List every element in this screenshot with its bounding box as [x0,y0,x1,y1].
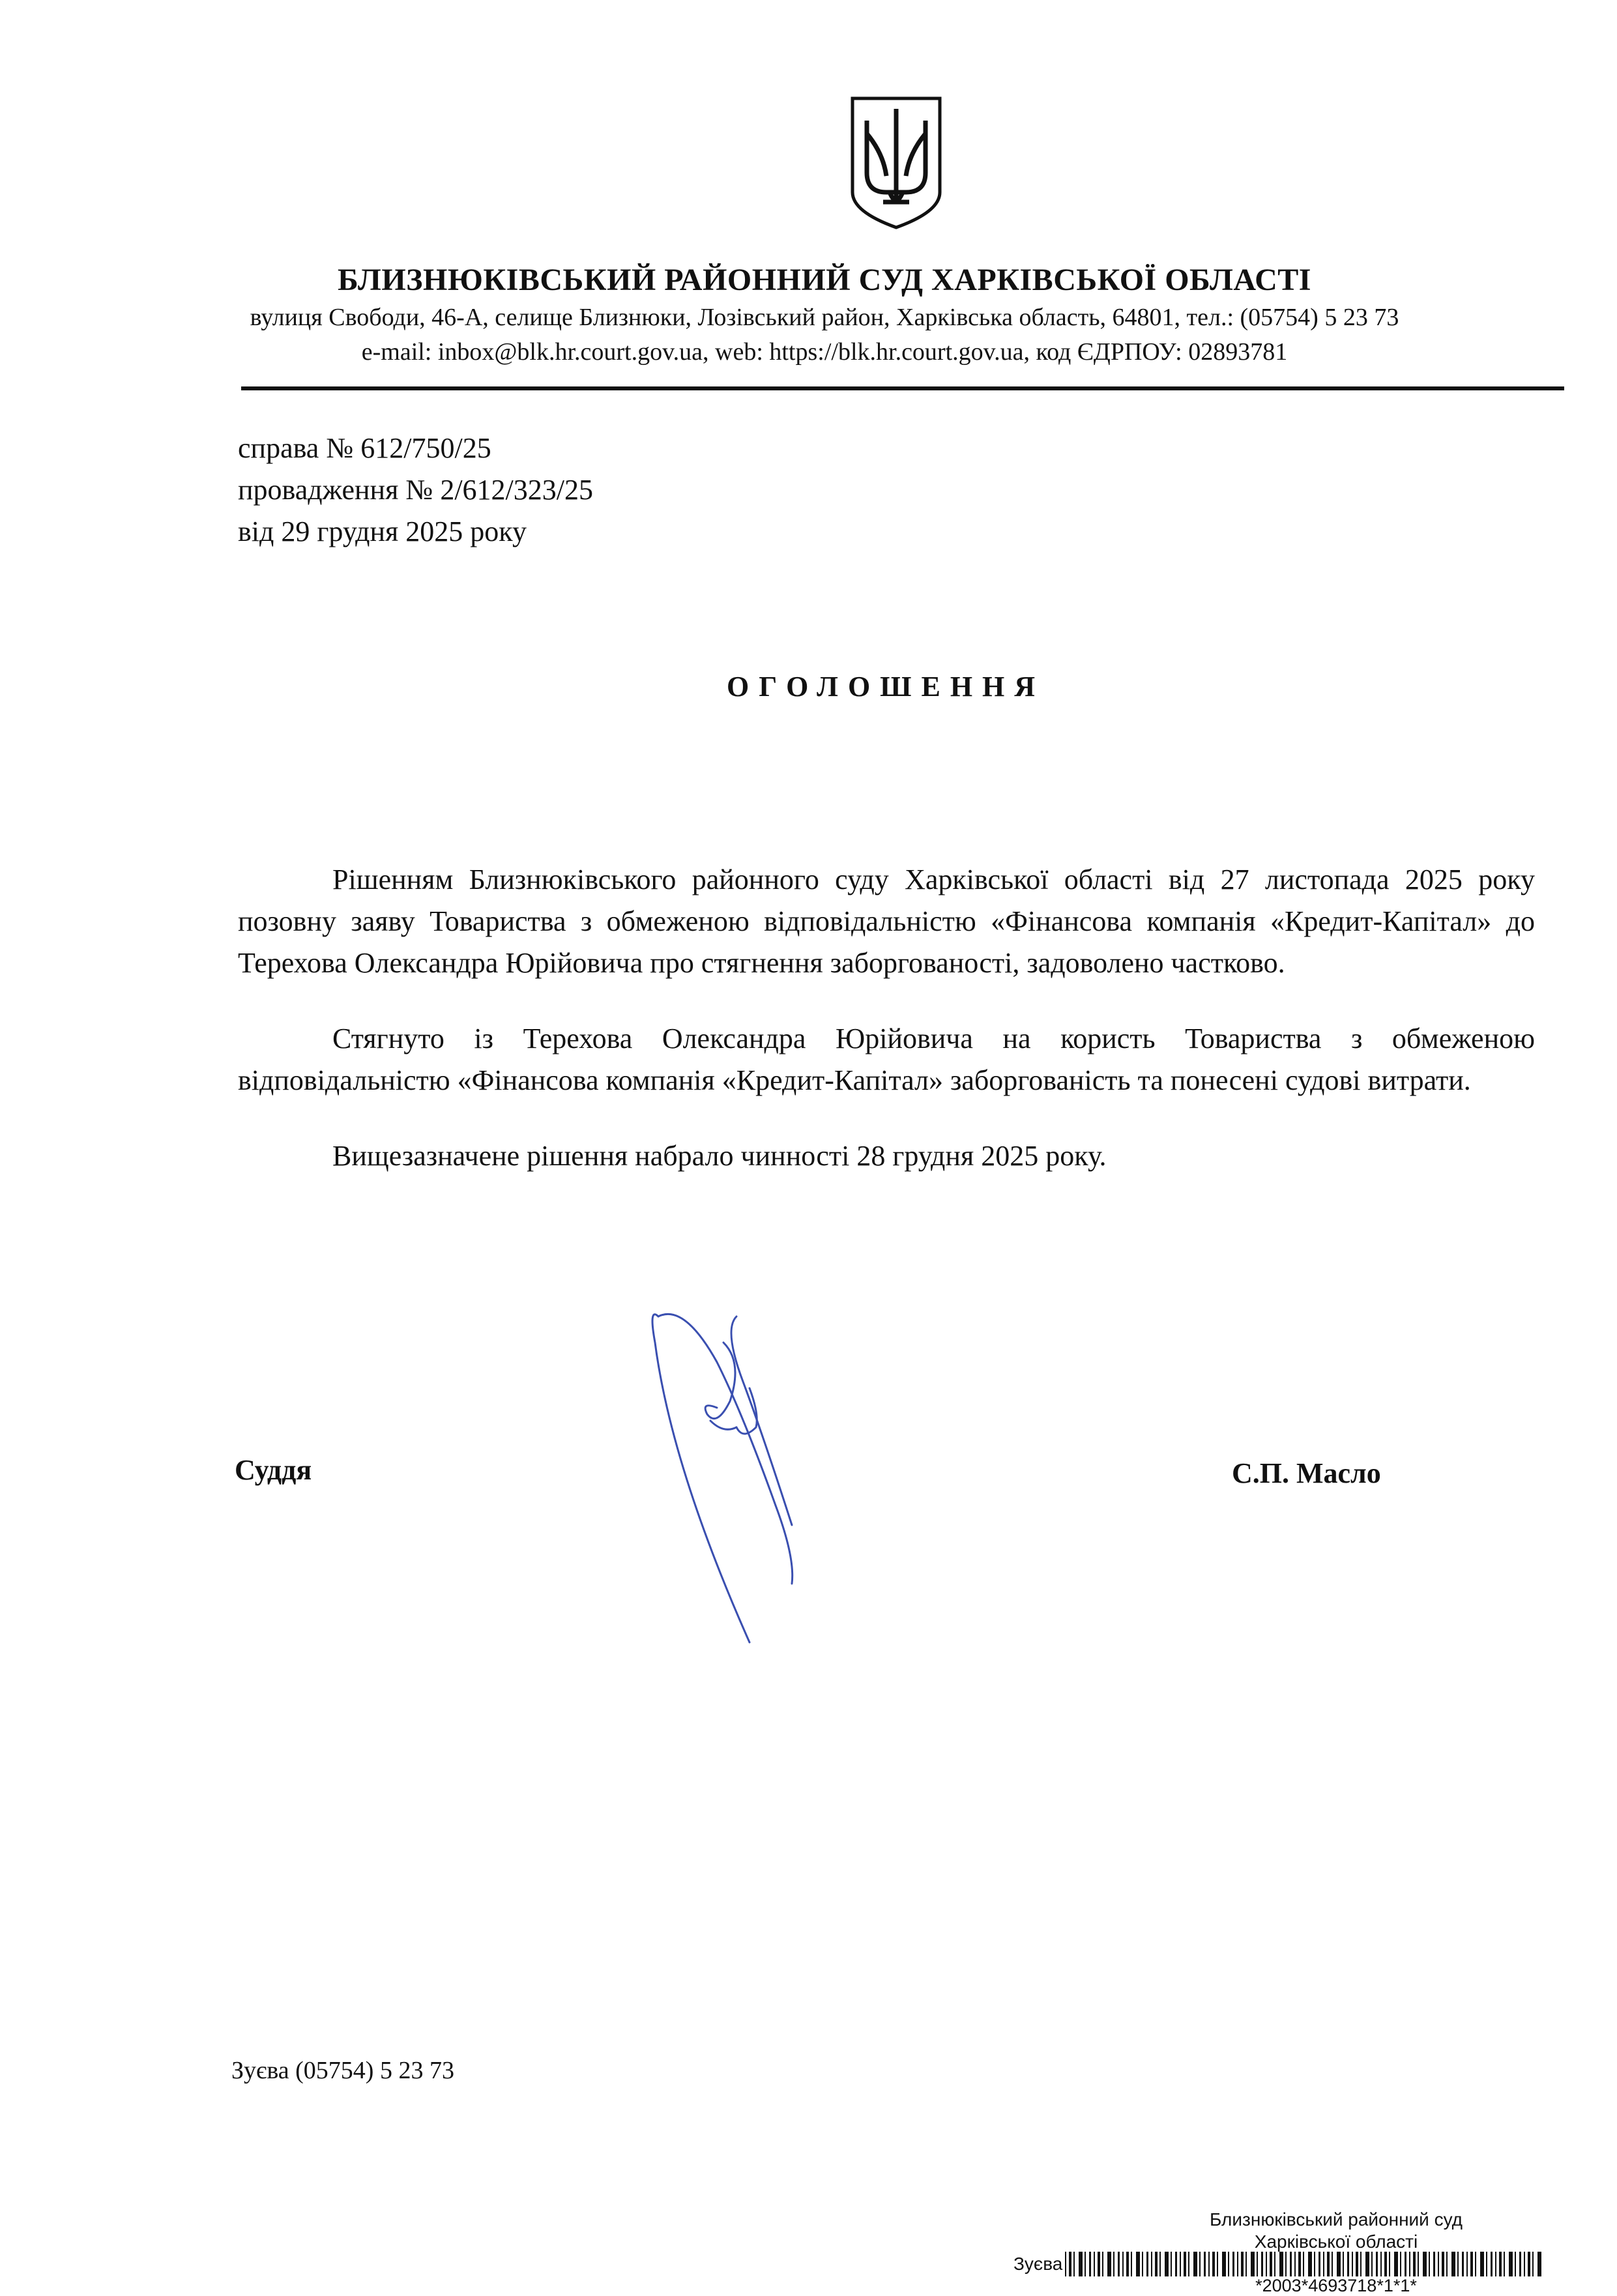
contact-person: Зуєва (05754) 5 23 73 [231,2057,454,2084]
signatory-name: С.П. Масло [1232,1457,1381,1489]
case-number: справа № 612/750/25 [238,432,491,464]
body-paragraph: Вищезазначене рішення набрало чинності 28 грудня 2025 року. [332,1140,1107,1172]
stamp-court-line: Близнюківський районний суд [1209,2209,1463,2230]
court-name: БЛИЗНЮКІВСЬКИЙ РАЙОННИЙ СУД ХАРКІВСЬКОЇ ОБЛАСТІ [338,263,1311,297]
document-title: ОГОЛОШЕННЯ [727,671,1045,703]
stamp-clerk-name: Зуєва [1013,2254,1063,2274]
signatory-role: Суддя [235,1454,312,1486]
body-paragraph: Стягнуто із Терехова Олександра Юрійовича на користь Товариства з обмеженою відповідальністю «Фінансова компанія «Кредит-Капітал» заборгованість та понесені судові витрати. [238,1023,1535,1096]
trident-emblem-icon [847,94,945,231]
barcode-icon [1062,2252,1545,2276]
header-divider [241,386,1564,390]
stamp-court-line: Харківської області [1254,2231,1418,2252]
body-paragraph: Рішенням Близнюківського районного суду Харківської області від 27 листопада 2025 року позовну заяву Товариства з обмеженою відповідальністю «Фінансова компанія «Кредит-Капітал» до Терехова Олександра Юрійовича про стягнення заборгованості, задоволено частково. [238,864,1535,979]
proceeding-number: провадження № 2/612/323/25 [238,474,593,506]
document-date: від 29 грудня 2025 року [238,516,527,547]
court-address: вулиця Свободи, 46-А, селище Близнюки, Лозівський район, Харківська область, 64801, тел.: (05754) 5 23 73 [250,304,1399,331]
handwritten-signature-icon [645,1303,828,1668]
court-contacts: e-mail: inbox@blk.hr.court.gov.ua, web: https://blk.hr.court.gov.ua, код ЄДРПОУ: 02893781 [361,338,1288,366]
barcode-number: *2003*4693718*1*1* [1255,2276,1417,2295]
